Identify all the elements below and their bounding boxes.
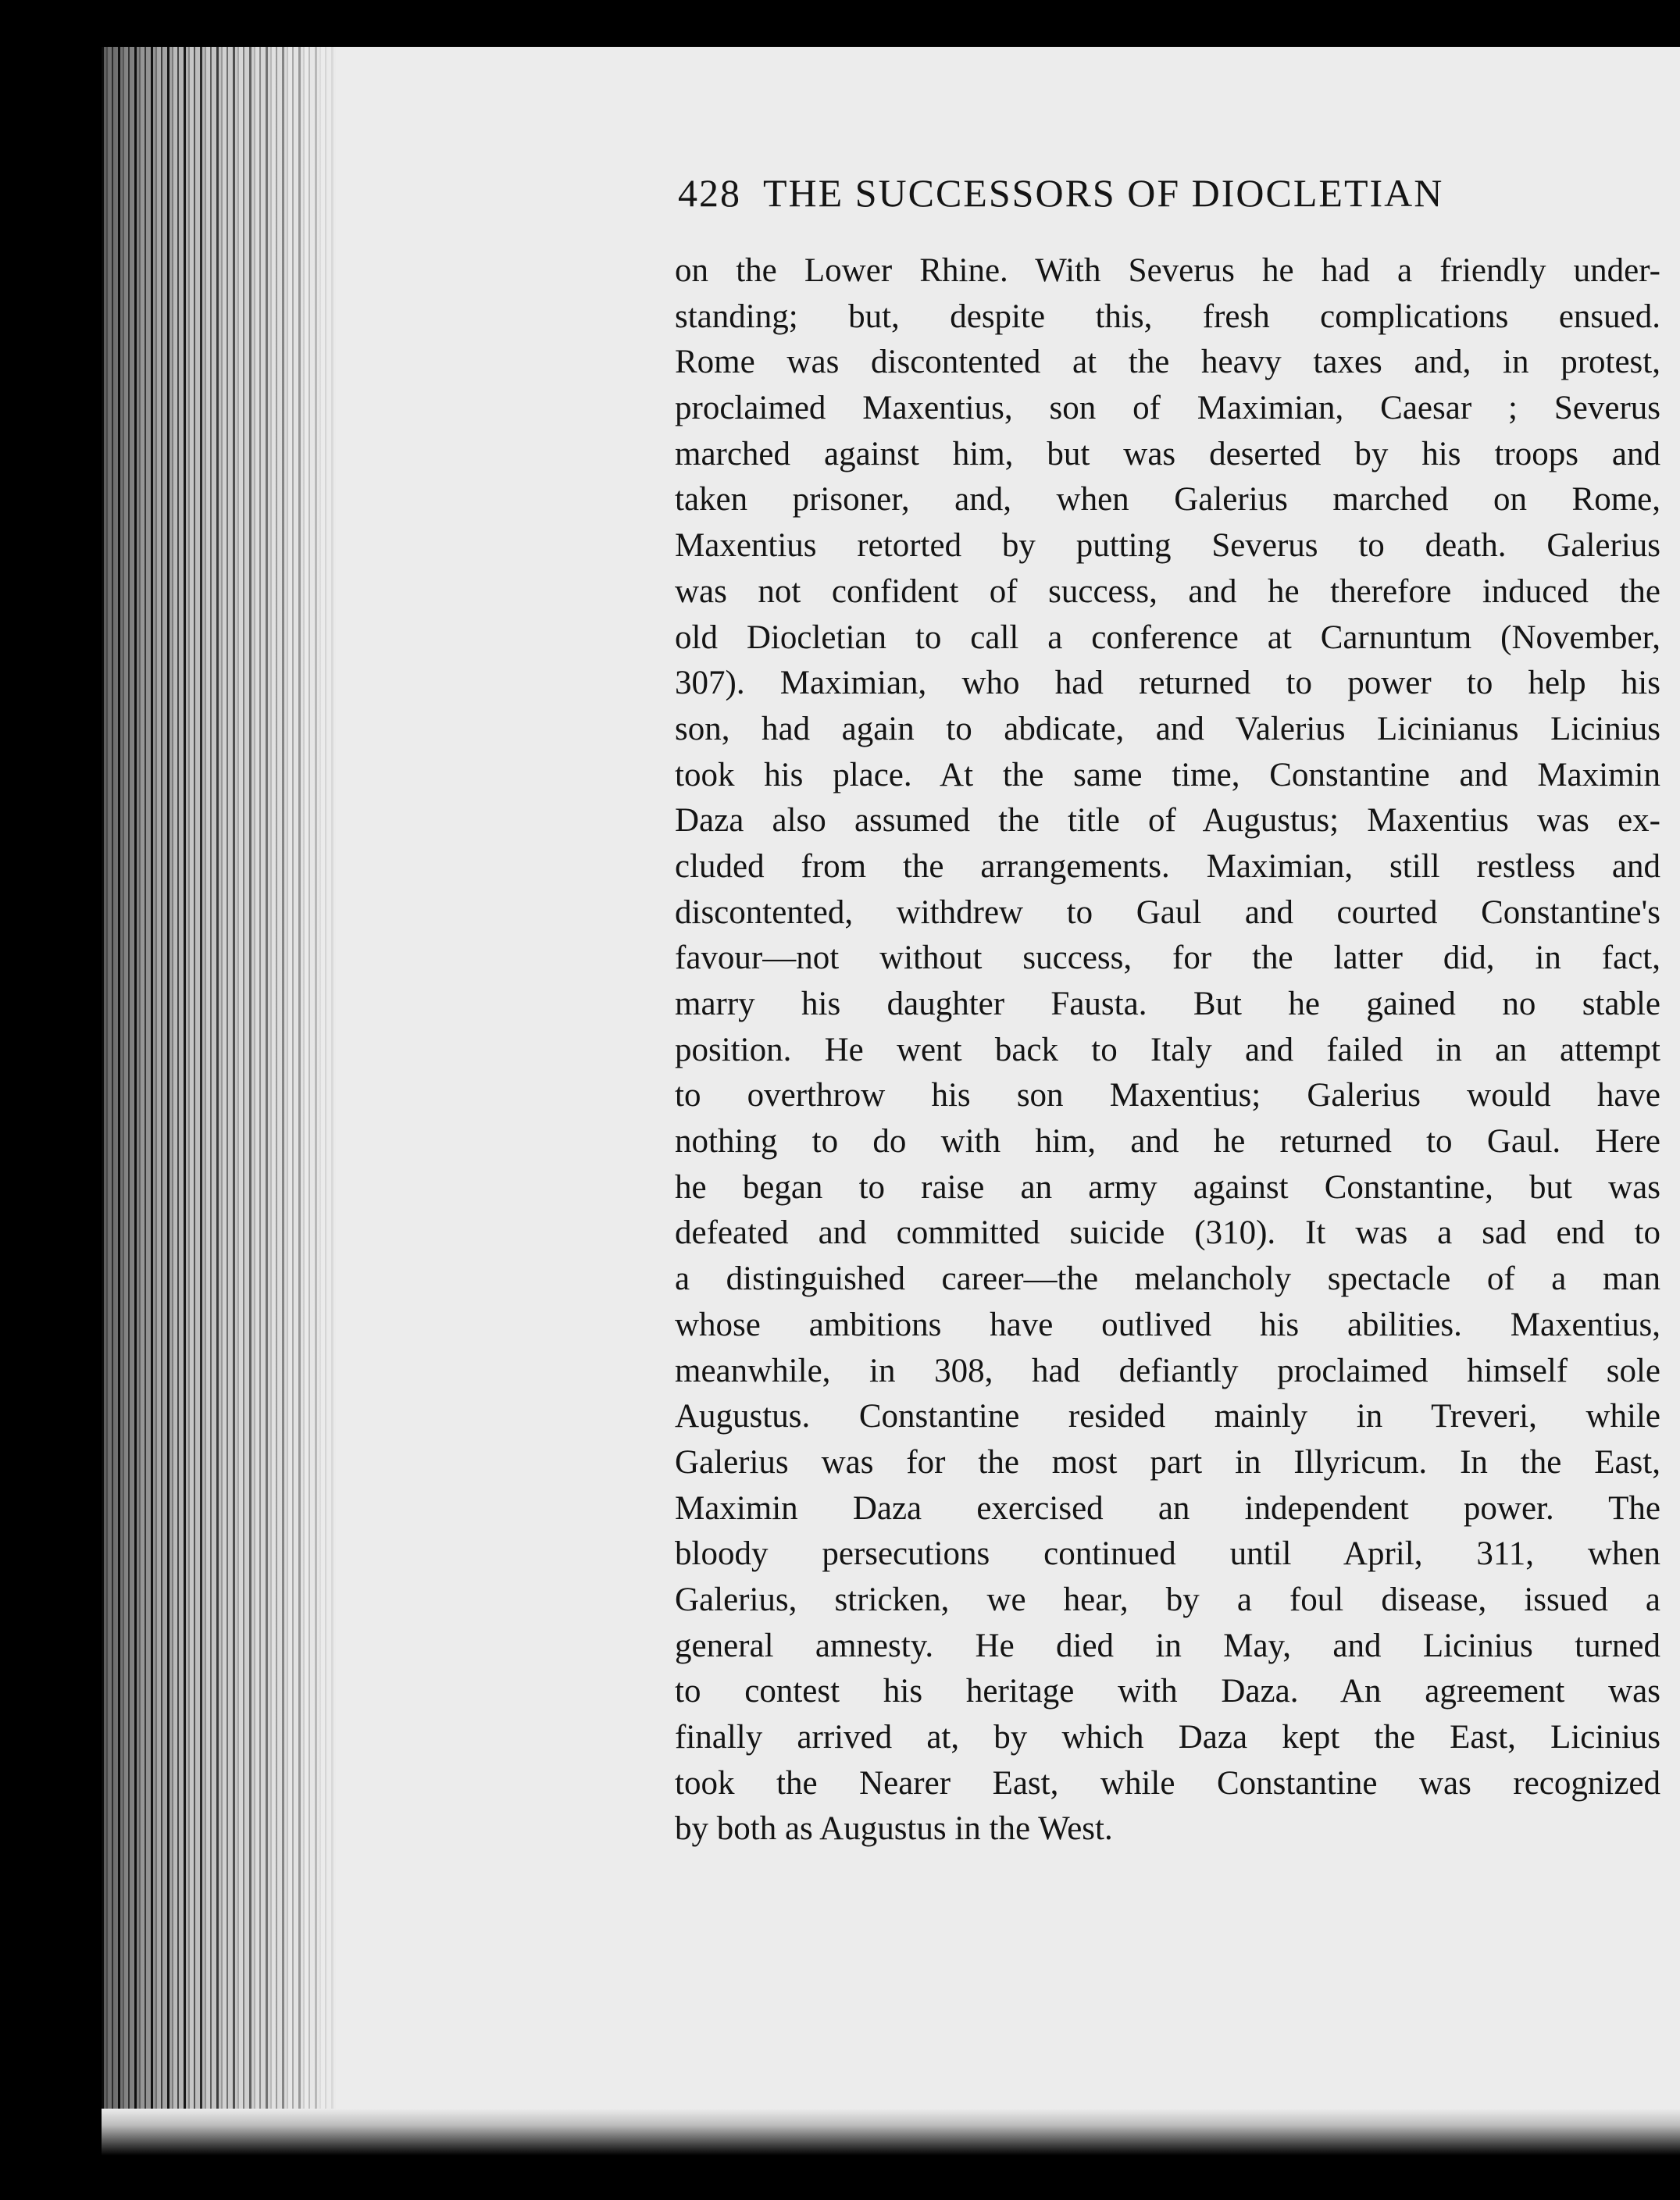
text-line: marched against him, but was deserted by his troops and xyxy=(675,435,1660,472)
running-header xyxy=(678,170,1654,216)
text-line: old Diocletian to call a conference at Carnuntum (November, xyxy=(675,619,1660,656)
text-line: Galerius, stricken, we hear, by a foul disease, issued a xyxy=(675,1581,1660,1618)
text-line: Maxentius retorted by putting Severus to death. Galerius xyxy=(675,527,1660,565)
text-line: standing; but, despite this, fresh complications ensued. xyxy=(675,298,1660,335)
text-line: whose ambitions have outlived his abilities. Maxentius, xyxy=(675,1306,1660,1343)
text-line: Galerius was for the most part in Illyricum. In the East, xyxy=(675,1443,1660,1481)
text-line: discontented, withdrew to Gaul and courted Constantine's xyxy=(675,893,1660,931)
text-line: on the Lower Rhine. With Severus he had a friendly under- xyxy=(675,252,1660,289)
text-line: favour—not without success, for the latter did, in fact, xyxy=(675,940,1660,977)
running-title: THE SUCCESSORS OF DIOCLETIAN xyxy=(763,171,1444,215)
text-line: 307). Maximian, who had returned to power to help his xyxy=(675,665,1660,702)
text-line: general amnesty. He died in May, and Licinius turned xyxy=(675,1627,1660,1664)
text-line: Augustus. Constantine resided mainly in Treveri, while xyxy=(675,1398,1660,1435)
text-line: proclaimed Maxentius, son of Maximian, Caesar ; Severus xyxy=(675,390,1660,427)
text-line: took his place. At the same time, Constantine and Maximin xyxy=(675,756,1660,793)
text-line: son, had again to abdicate, and Valerius Licinianus Licinius xyxy=(675,710,1660,747)
text-line: to overthrow his son Maxentius; Galerius would have xyxy=(675,1077,1660,1114)
text-line: Rome was discontented at the heavy taxes and, in protest, xyxy=(675,344,1660,381)
text-line: a distinguished career—the melancholy spectacle of a man xyxy=(675,1260,1660,1298)
text-line: by both as Augustus in the West. xyxy=(675,1810,1113,1848)
text-line: bloody persecutions continued until April, 311, when xyxy=(675,1535,1660,1573)
text-line: position. He went back to Italy and failed in an attempt xyxy=(675,1031,1660,1068)
text-line: finally arrived at, by which Daza kept the East, Licinius xyxy=(675,1719,1660,1756)
text-line: Maximin Daza exercised an independent power. The xyxy=(675,1489,1660,1527)
text-line: took the Nearer East, while Constantine was recognized xyxy=(675,1764,1660,1802)
text-line: nothing to do with him, and he returned to Gaul. Here xyxy=(675,1123,1660,1161)
text-line: to contest his heritage with Daza. An agreement was xyxy=(675,1673,1660,1710)
text-line: taken prisoner, and, when Galerius marched on Rome, xyxy=(675,481,1660,519)
page-edges-shading xyxy=(102,47,336,2155)
body-text xyxy=(675,248,1660,1852)
page-bottom-edge xyxy=(102,2109,1680,2155)
text-line: was not confident of success, and he therefore induced the xyxy=(675,572,1660,610)
text-line: Daza also assumed the title of Augustus; Maxentius was ex- xyxy=(675,802,1660,840)
page-number: 428 xyxy=(678,171,741,215)
text-line: cluded from the arrangements. Maximian, still restless and xyxy=(675,847,1660,885)
text-line: he began to raise an army against Constantine, but was xyxy=(675,1168,1660,1206)
text-line: defeated and committed suicide (310). It was a sad end to xyxy=(675,1214,1660,1252)
text-line: meanwhile, in 308, had defiantly proclaimed himself sole xyxy=(675,1352,1660,1389)
text-line: marry his daughter Fausta. But he gained no stable xyxy=(675,986,1660,1022)
